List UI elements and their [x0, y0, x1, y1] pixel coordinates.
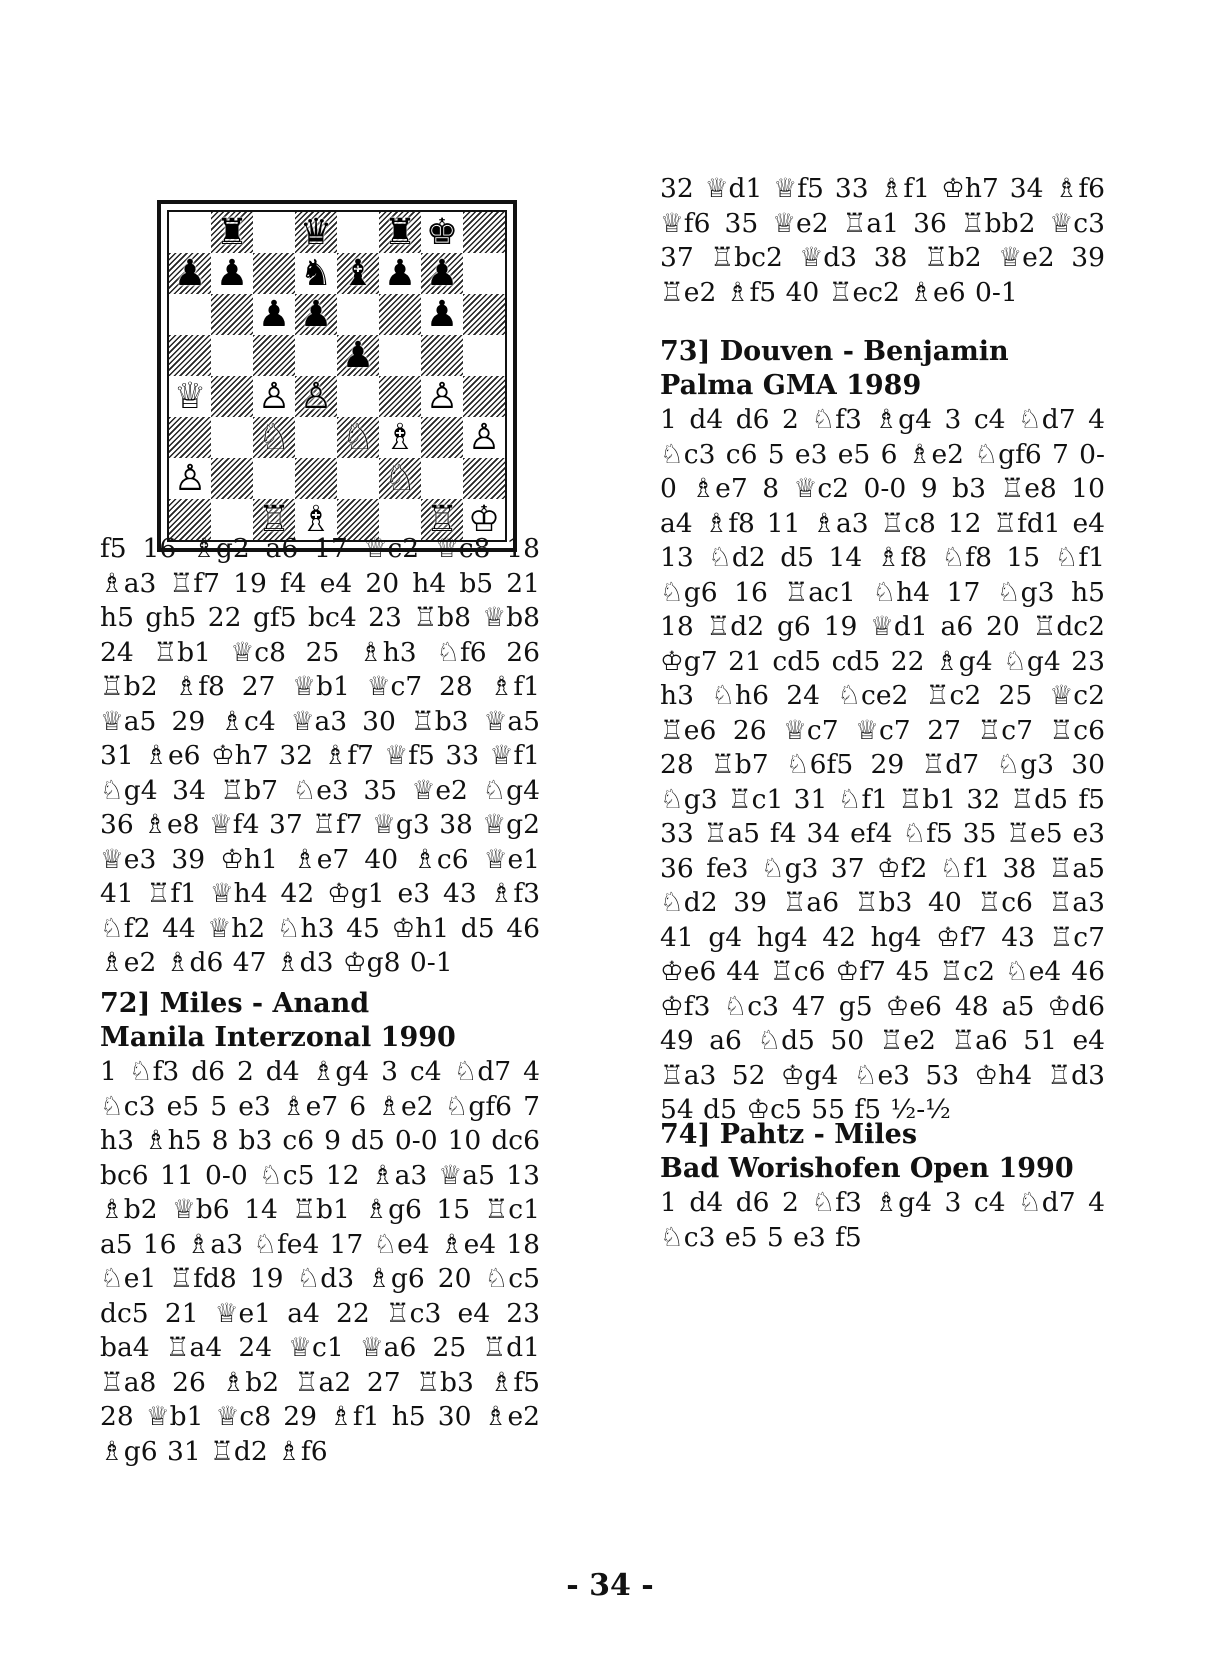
square-b7: [211, 253, 253, 294]
square-g5: [421, 335, 463, 376]
square-d6: [295, 294, 337, 335]
square-d7: [295, 253, 337, 294]
chess-piece-icon: ♔: [467, 498, 501, 540]
chess-diagram: [157, 200, 517, 552]
chess-piece-icon: ♟: [425, 293, 459, 335]
chess-piece-icon: ♟: [299, 293, 333, 335]
chess-piece-icon: ♖: [425, 498, 459, 540]
square-e8: [337, 212, 379, 253]
square-d4: [295, 376, 337, 417]
square-f8: [379, 212, 421, 253]
square-e6: [337, 294, 379, 335]
square-h6: [463, 294, 505, 335]
square-h2: [463, 458, 505, 499]
square-a2: [169, 458, 211, 499]
square-h5: [463, 335, 505, 376]
game72-moves: 1 ♘f3 d6 2 d4 ♗g4 3 c4 ♘d7 4 ♘c3 e5 5 e3 ♗e7 6 ♗e2 ♘gf6 7 h3 ♗h5 8 b3 c6 9 d5 0-0 10 dc6 bc6 11 0-0 ♘c5 12 ♗a3 ♕a5 13 ♗b2 ♕b6 14 ♖b1 ♗g6 15 ♖c1 a5 16 ♗a3 ♘fe4 17 ♘e4 ♗e4 18 ♘e1 ♖fd8 19 ♘d3 ♗g6 20 ♘c5 dc5 21 ♕e1 a4 22 ♖c3 e4 23 ba4 ♖a4 24 ♕c1 ♕a6 25 ♖d1 ♖a8 26 ♗b2 ♖a2 27 ♖b3 ♗f5 28 ♕b1 ♕c8 29 ♗f1 h5 30 ♗e2 ♗g6 31 ♖d2 ♗f6: [100, 1056, 540, 1467]
game71-moves: f5 16 ♗g2 a6 17 ♕c2 ♕c8 18 ♗a3 ♖f7 19 f4 e4 20 h4 b5 21 h5 gh5 22 gf5 bc4 23 ♖b8 ♕b8 24 ♖b1 ♕c8 25 ♗h3 ♘f6 26 ♖b2 ♗f8 27 ♕b1 ♕c7 28 ♗f1 ♕a5 29 ♗c4 ♕a3 30 ♖b3 ♕a5 31 ♗e6 ♔h7 32 ♗f7 ♕f5 33 ♕f1 ♘g4 34 ♖b7 ♘e3 35 ♕e2 ♘g4 36 ♗e8 ♕f4 37 ♖f7 ♕g3 38 ♕g2 ♕e3 39 ♔h1 ♗e7 40 ♗c6 ♕e1 41 ♖f1 ♕h4 42 ♔g1 e3 43 ♗f3 ♘f2 44 ♕h2 ♘h3 45 ♔h1 d5 46 ♗e2 ♗d6 47 ♗d3 ♔g8 0-1: [100, 533, 540, 978]
square-h3: [463, 417, 505, 458]
square-f2: [379, 458, 421, 499]
square-f3: [379, 417, 421, 458]
game72-heading: 72] Miles - Anand: [100, 988, 370, 1019]
square-a7: [169, 253, 211, 294]
chess-piece-icon: ♟: [425, 252, 459, 294]
square-g6: [421, 294, 463, 335]
chess-piece-icon: ♙: [467, 416, 501, 458]
square-b6: [211, 294, 253, 335]
game73-moves: 1 d4 d6 2 ♘f3 ♗g4 3 c4 ♘d7 4 ♘c3 c6 5 e3 e5 6 ♗e2 ♘gf6 7 0-0 ♗e7 8 ♕c2 0-0 9 b3 ♖e8 10 a4 ♗f8 11 ♗a3 ♖c8 12 ♖fd1 e4 13 ♘d2 d5 14 ♗f8 ♘f8 15 ♘f1 ♘g6 16 ♖ac1 ♘h4 17 ♘g3 h5 18 ♖d2 g6 19 ♕d1 a6 20 ♖dc2 ♔g7 21 cd5 cd5 22 ♗g4 ♘g4 23 h3 ♘h6 24 ♘ce2 ♖c2 25 ♕c2 ♖e6 26 ♕c7 ♕c7 27 ♖c7 ♖c6 28 ♖b7 ♘6f5 29 ♖d7 ♘g3 30 ♘g3 ♖c1 31 ♘f1 ♖b1 32 ♖d5 f5 33 ♖a5 f4 34 ef4 ♘f5 35 ♖e5 e3 36 fe3 ♘g3 37 ♔f2 ♘f1 38 ♖a5 ♘d2 39 ♖a6 ♖b3 40 ♖c6 ♖a3 41 g4 hg4 42 hg4 ♔f7 43 ♖c7 ♔e6 44 ♖c6 ♔f7 45 ♖c2 ♘e4 46 ♔f3 ♘c3 47 g5 ♔e6 48 a5 ♔d6 49 a6 ♘d5 50 ♖e2 ♖a6 51 e4 ♖a3 52 ♔g4 ♘e3 53 ♔h4 ♖d3 54 d5 ♔c5 55 f5 ½-½: [660, 404, 1105, 1125]
square-f6: [379, 294, 421, 335]
chess-piece-icon: ♚: [425, 211, 459, 253]
square-g1: [421, 499, 463, 540]
game74-moves: 1 d4 d6 2 ♘f3 ♗g4 3 c4 ♘d7 4 ♘c3 e5 5 e3 f5: [660, 1187, 1105, 1253]
game72-moves-continued: 32 ♕d1 ♕f5 33 ♗f1 ♔h7 34 ♗f6 ♕f6 35 ♕e2 ♖a1 36 ♖bb2 ♕c3 37 ♖bc2 ♕d3 38 ♖b2 ♕e2 39 ♖e2 ♗f5 40 ♖ec2 ♗e6 0-1: [660, 173, 1105, 308]
square-g2: [421, 458, 463, 499]
square-b2: [211, 458, 253, 499]
chess-piece-icon: ♕: [173, 375, 207, 417]
square-e3: [337, 417, 379, 458]
chess-piece-icon: ♛: [299, 211, 333, 253]
square-d2: [295, 458, 337, 499]
square-a8: [169, 212, 211, 253]
chess-piece-icon: ♜: [215, 211, 249, 253]
square-f5: [379, 335, 421, 376]
game72-event: Manila Interzonal 1990: [100, 1022, 456, 1053]
square-a5: [169, 335, 211, 376]
square-g3: [421, 417, 463, 458]
square-g8: [421, 212, 463, 253]
square-c7: [253, 253, 295, 294]
chess-piece-icon: ♟: [173, 252, 207, 294]
square-h1: [463, 499, 505, 540]
square-a6: [169, 294, 211, 335]
chess-piece-icon: ♟: [383, 252, 417, 294]
square-c1: [253, 499, 295, 540]
square-b4: [211, 376, 253, 417]
chess-piece-icon: ♖: [257, 498, 291, 540]
square-c6: [253, 294, 295, 335]
square-e2: [337, 458, 379, 499]
square-g7: [421, 253, 463, 294]
chess-board: [167, 210, 507, 542]
page-number: - 34 -: [566, 1568, 654, 1603]
square-d3: [295, 417, 337, 458]
square-e4: [337, 376, 379, 417]
square-b5: [211, 335, 253, 376]
square-d8: [295, 212, 337, 253]
square-a3: [169, 417, 211, 458]
chess-piece-icon: ♘: [341, 416, 375, 458]
square-c8: [253, 212, 295, 253]
chess-piece-icon: ♜: [383, 211, 417, 253]
game73-event: Palma GMA 1989: [660, 370, 922, 401]
chess-piece-icon: ♗: [383, 416, 417, 458]
chess-piece-icon: ♟: [341, 334, 375, 376]
square-g4: [421, 376, 463, 417]
square-a4: [169, 376, 211, 417]
square-c4: [253, 376, 295, 417]
chess-piece-icon: ♙: [173, 457, 207, 499]
chess-piece-icon: ♘: [383, 457, 417, 499]
chess-piece-icon: ♙: [425, 375, 459, 417]
chess-piece-icon: ♙: [257, 375, 291, 417]
square-b8: [211, 212, 253, 253]
game74-event: Bad Worishofen Open 1990: [660, 1153, 1074, 1184]
chess-piece-icon: ♗: [299, 498, 333, 540]
square-f7: [379, 253, 421, 294]
square-c3: [253, 417, 295, 458]
square-h7: [463, 253, 505, 294]
square-e7: [337, 253, 379, 294]
chess-piece-icon: ♞: [299, 252, 333, 294]
square-e5: [337, 335, 379, 376]
square-d5: [295, 335, 337, 376]
chess-piece-icon: ♟: [215, 252, 249, 294]
square-c2: [253, 458, 295, 499]
game73-heading: 73] Douven - Benjamin: [660, 336, 1009, 367]
square-h4: [463, 376, 505, 417]
square-h8: [463, 212, 505, 253]
chess-piece-icon: ♝: [341, 252, 375, 294]
game74-heading: 74] Pahtz - Miles: [660, 1119, 918, 1150]
chess-piece-icon: ♘: [257, 416, 291, 458]
square-d1: [295, 499, 337, 540]
chess-piece-icon: ♟: [257, 293, 291, 335]
chess-piece-icon: ♙: [299, 375, 333, 417]
square-f4: [379, 376, 421, 417]
square-c5: [253, 335, 295, 376]
square-b3: [211, 417, 253, 458]
